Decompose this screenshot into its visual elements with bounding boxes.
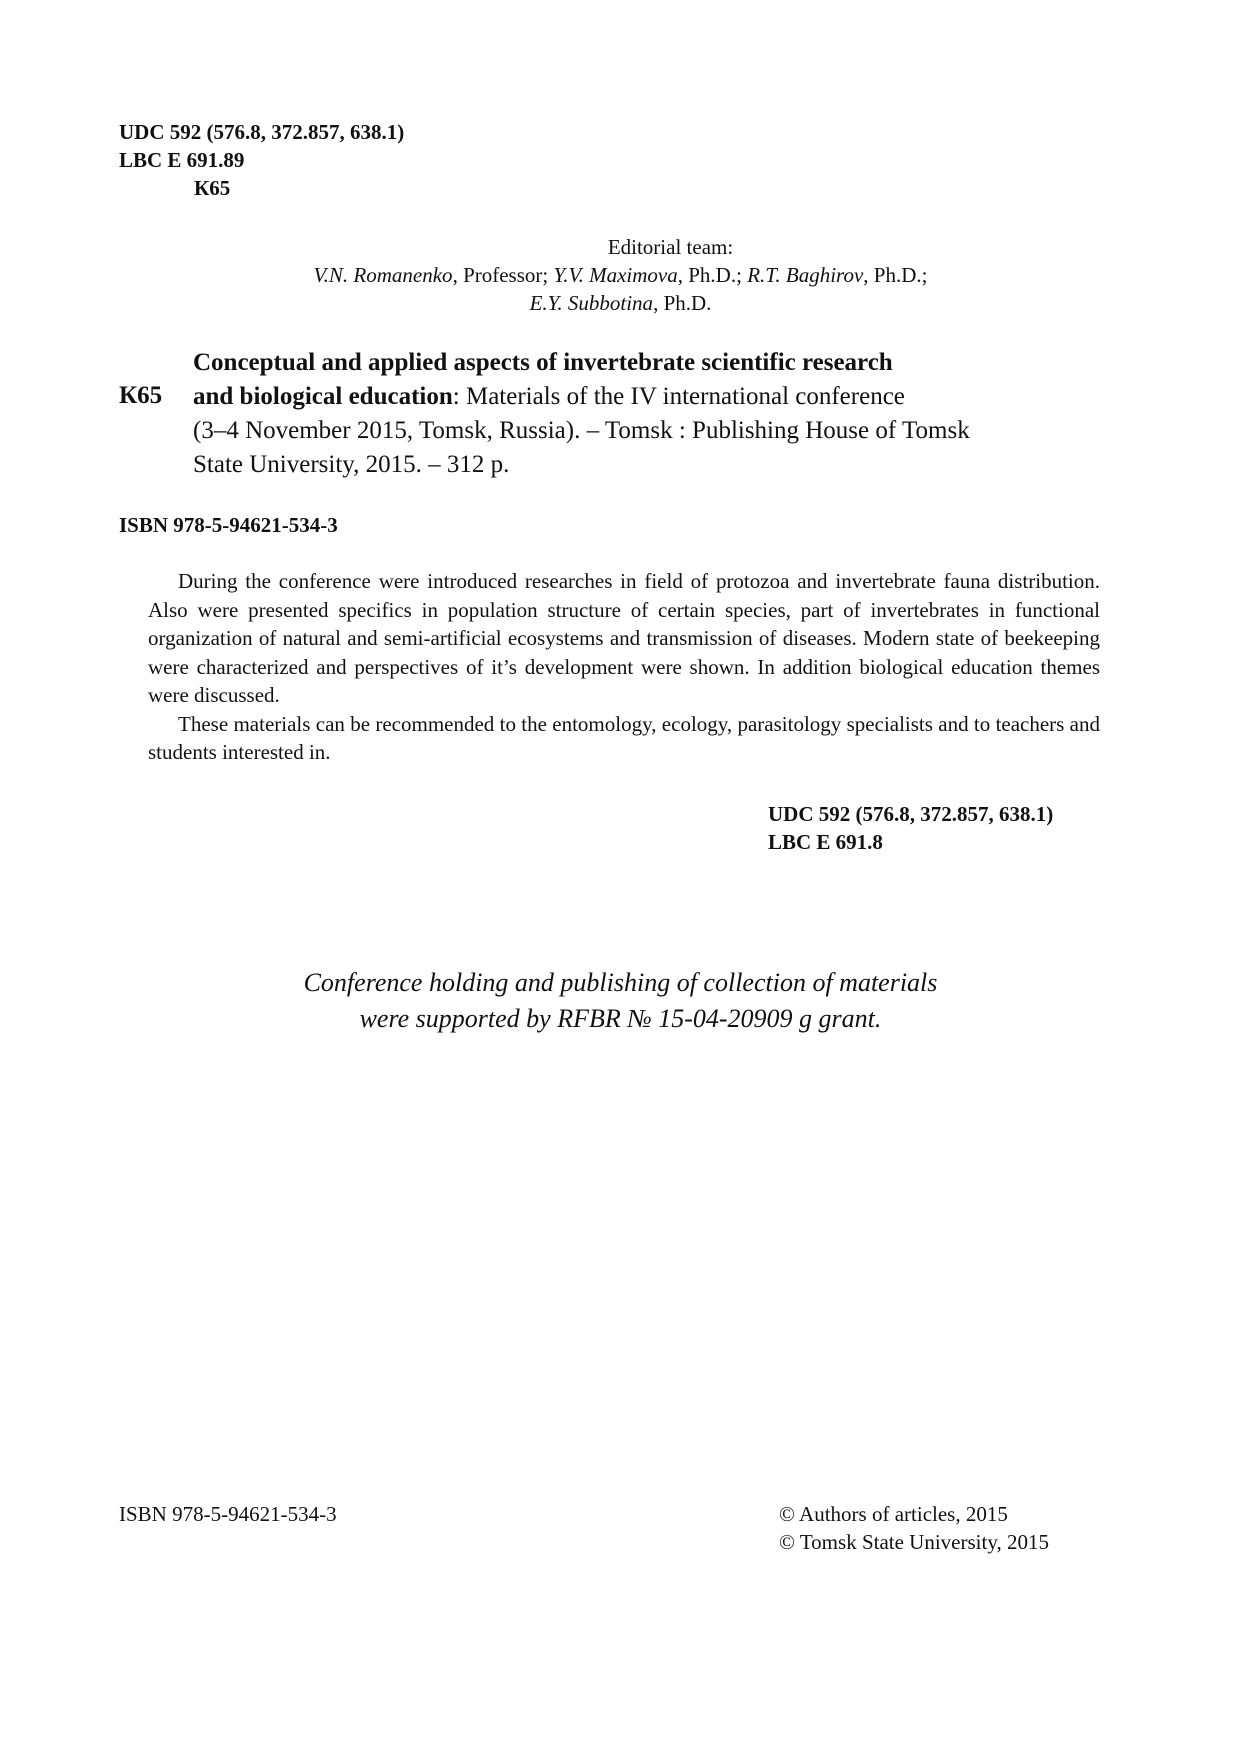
- catalog-line4: State University, 2015. – 312 p.: [193, 451, 510, 478]
- grant-line1: Conference holding and publishing of collection of materials: [303, 968, 938, 997]
- catalog-author-mark: К65: [119, 382, 163, 409]
- grant-note: [0, 965, 1241, 1037]
- lbc-code: LBC E 691.89: [119, 148, 245, 172]
- grant-line2: were supported by RFBR № 15-04-20909 g grant.: [359, 1004, 882, 1033]
- editor-title: , Ph.D.: [653, 291, 712, 315]
- editorial-members-line2: [0, 289, 1241, 317]
- editor-name: E.Y. Subbotina: [529, 291, 654, 315]
- copyright-university: © Tomsk State University, 2015: [779, 1530, 1049, 1554]
- editorial-team: [0, 233, 1241, 317]
- abstract-paragraph: These materials can be recommended to the entomology, ecology, parasitology specialists and to teachers and students interested in.: [148, 711, 1100, 764]
- top-classification-codes: [119, 118, 404, 202]
- author-mark: К65: [194, 176, 231, 200]
- isbn-heading: ISBN 978-5-94621-534-3: [119, 513, 338, 537]
- editor-name: R.T. Baghirov: [747, 263, 864, 287]
- editor-title: , Ph.D.;: [863, 263, 928, 287]
- udc-code: UDC 592 (576.8, 372.857, 638.1): [119, 120, 405, 144]
- classification-codes-right: [768, 800, 1053, 856]
- lbc-code: LBC E 691.8: [768, 830, 883, 854]
- editorial-members-line1: [0, 261, 1241, 289]
- abstract: [148, 567, 1100, 767]
- copyright-authors: © Authors of articles, 2015: [779, 1502, 1008, 1526]
- editor-title: , Ph.D.;: [677, 263, 748, 287]
- editor-name: V.N. Romanenko: [313, 263, 453, 287]
- editor-title: , Professor;: [452, 263, 554, 287]
- catalog-title-line1: Conceptual and applied aspects of invertebrate scientific research: [193, 349, 893, 376]
- editor-name: Y.V. Maximova: [553, 263, 678, 287]
- catalog-title-line2: and biological education: Materials of the IV international conference: [193, 383, 905, 410]
- catalog-entry: [193, 346, 1123, 482]
- catalog-line3: (3–4 November 2015, Tomsk, Russia). – Tomsk : Publishing House of Tomsk: [193, 417, 970, 444]
- udc-code: UDC 592 (576.8, 372.857, 638.1): [768, 802, 1054, 826]
- footer-copyright: [779, 1500, 1049, 1556]
- footer-isbn: ISBN 978-5-94621-534-3: [119, 1502, 337, 1526]
- editorial-heading: Editorial team:: [607, 235, 734, 259]
- abstract-paragraph: During the conference were introduced researches in field of protozoa and invertebrate fauna distribution. Also were presented specifics in population structure of certain species, part of invertebrates in functional organization of natural and semi-artificial ecosystems and transmission of diseases. Modern state of beekeeping were characterized and perspectives of it’s development were shown. In addition biological education themes were discussed.: [148, 569, 1100, 707]
